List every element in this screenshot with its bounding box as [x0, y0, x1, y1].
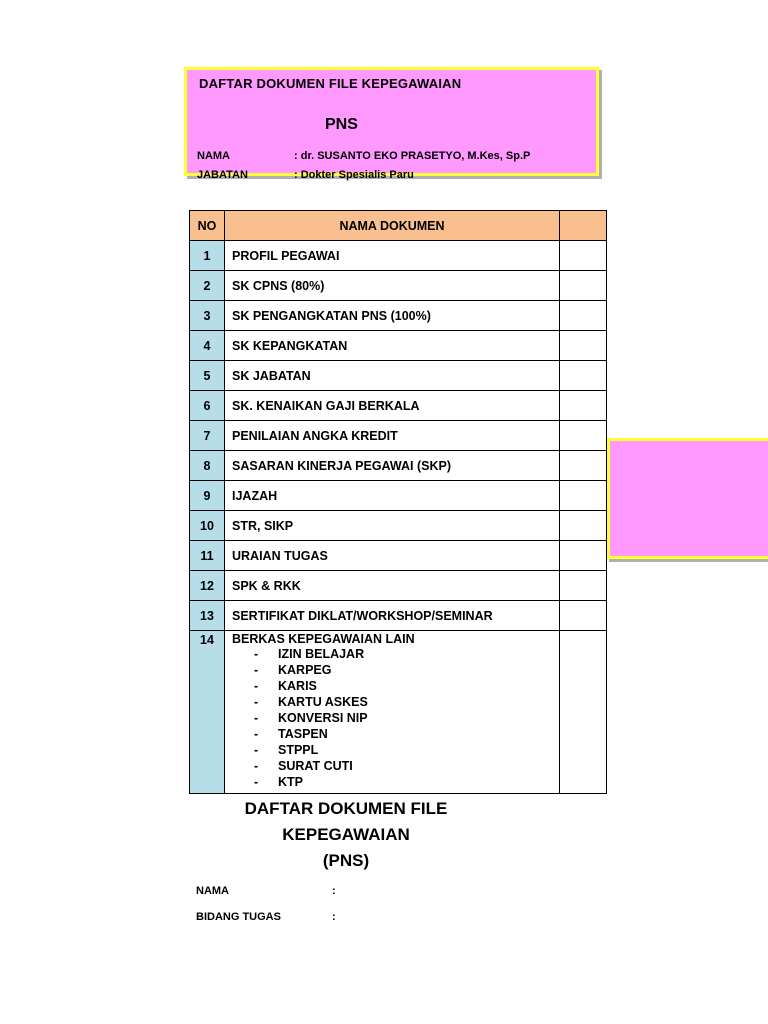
row-check-cell [560, 361, 607, 391]
row-document-name: SK. KENAIKAN GAJI BERKALA [225, 391, 560, 421]
footer-title [230, 796, 462, 874]
row-document-name: IJAZAH [225, 481, 560, 511]
row-check-cell [560, 331, 607, 361]
footer-title-line3: (PNS) [322, 851, 370, 870]
row-check-cell [560, 271, 607, 301]
document-header-box [184, 67, 599, 181]
list-dash: - [254, 759, 259, 773]
row-document-name: PENILAIAN ANGKA KREDIT [225, 421, 560, 451]
row-number: 11 [190, 541, 225, 571]
list-dash: - [254, 647, 259, 661]
table-row [190, 271, 607, 301]
table-row [190, 511, 607, 541]
list-item [232, 678, 559, 694]
header-title: DAFTAR DOKUMEN FILE KEPEGAWAIAN [199, 76, 462, 91]
list-item [232, 710, 559, 726]
footer-title-line1: DAFTAR DOKUMEN FILE [244, 799, 448, 818]
row-check-cell [560, 631, 607, 794]
list-item-label: KTP [278, 775, 303, 789]
table-row [190, 451, 607, 481]
column-header-check [560, 211, 607, 241]
list-item [232, 726, 559, 742]
header-subtitle: PNS [325, 116, 358, 133]
row-number: 12 [190, 571, 225, 601]
footer-nama-value: : [332, 885, 336, 897]
column-header-name: NAMA DOKUMEN [225, 211, 560, 241]
nama-label: NAMA [197, 150, 230, 162]
table-row [190, 541, 607, 571]
list-item [232, 774, 559, 790]
row-document-name: SPK & RKK [225, 571, 560, 601]
row-check-cell [560, 451, 607, 481]
header-nama-row [197, 150, 530, 162]
row-check-cell [560, 391, 607, 421]
nama-value: : dr. SUSANTO EKO PRASETYO, M.Kes, Sp.P [294, 150, 531, 162]
list-item [232, 694, 559, 710]
row-check-cell [560, 511, 607, 541]
table-row [190, 361, 607, 391]
table-row-last [190, 631, 607, 794]
table-row [190, 241, 607, 271]
row-number: 2 [190, 271, 225, 301]
footer-nama-label: NAMA [196, 885, 229, 897]
row-document-name: URAIAN TUGAS [225, 541, 560, 571]
row-number: 14 [190, 631, 225, 794]
row-document-name: SK CPNS (80%) [225, 271, 560, 301]
row-document-name [225, 631, 560, 794]
table-row [190, 391, 607, 421]
row-number: 4 [190, 331, 225, 361]
row-number: 1 [190, 241, 225, 271]
side-label-box [607, 438, 768, 559]
table-row [190, 601, 607, 631]
row-check-cell [560, 421, 607, 451]
list-item [232, 742, 559, 758]
list-item-label: KARIS [278, 679, 317, 693]
table-row [190, 481, 607, 511]
list-dash: - [254, 695, 259, 709]
list-item-label: KONVERSI NIP [278, 711, 368, 725]
row-document-name: SASARAN KINERJA PEGAWAI (SKP) [225, 451, 560, 481]
row-check-cell [560, 481, 607, 511]
footer-bidang-value: : [332, 911, 336, 923]
table-row [190, 571, 607, 601]
list-item [232, 646, 559, 662]
header-jabatan-row [197, 169, 414, 181]
list-item-label: KARPEG [278, 663, 332, 677]
list-item-label: IZIN BELAJAR [278, 647, 365, 661]
row-check-cell [560, 241, 607, 271]
row-document-name: SK PENGANGKATAN PNS (100%) [225, 301, 560, 331]
row-number: 3 [190, 301, 225, 331]
row-document-name: PROFIL PEGAWAI [225, 241, 560, 271]
row-number: 10 [190, 511, 225, 541]
list-item [232, 662, 559, 678]
list-item [232, 758, 559, 774]
document-checklist-table [189, 210, 607, 794]
footer-nama-row [196, 885, 336, 897]
list-item-label: KARTU ASKES [278, 695, 368, 709]
row-document-name: SK KEPANGKATAN [225, 331, 560, 361]
row-number: 13 [190, 601, 225, 631]
list-item-label: STPPL [278, 743, 319, 757]
list-item-label: TASPEN [278, 727, 328, 741]
row-check-cell [560, 601, 607, 631]
list-dash: - [254, 743, 259, 757]
row-document-title: BERKAS KEPEGAWAIAN LAIN [232, 632, 415, 646]
row-number: 8 [190, 451, 225, 481]
list-item-label: SURAT CUTI [278, 759, 353, 773]
row-number: 6 [190, 391, 225, 421]
list-dash: - [254, 775, 259, 789]
row-document-name: SERTIFIKAT DIKLAT/WORKSHOP/SEMINAR [225, 601, 560, 631]
table-body [190, 241, 607, 794]
other-documents-list [232, 646, 559, 790]
table-row [190, 421, 607, 451]
footer-bidang-row [196, 911, 336, 923]
footer-title-line2: KEPEGAWAIAN [282, 825, 410, 844]
list-dash: - [254, 663, 259, 677]
row-check-cell [560, 301, 607, 331]
table-header-row [190, 211, 607, 241]
row-document-name: SK JABATAN [225, 361, 560, 391]
list-dash: - [254, 679, 259, 693]
jabatan-label: JABATAN [197, 169, 248, 181]
row-number: 9 [190, 481, 225, 511]
row-number: 7 [190, 421, 225, 451]
footer-bidang-label: BIDANG TUGAS [196, 911, 281, 923]
row-number: 5 [190, 361, 225, 391]
jabatan-value: : Dokter Spesialis Paru [294, 169, 414, 181]
list-dash: - [254, 727, 259, 741]
row-check-cell [560, 571, 607, 601]
column-header-no: NO [190, 211, 225, 241]
row-document-name: STR, SIKP [225, 511, 560, 541]
list-dash: - [254, 711, 259, 725]
table-row [190, 301, 607, 331]
table-row [190, 331, 607, 361]
row-check-cell [560, 541, 607, 571]
